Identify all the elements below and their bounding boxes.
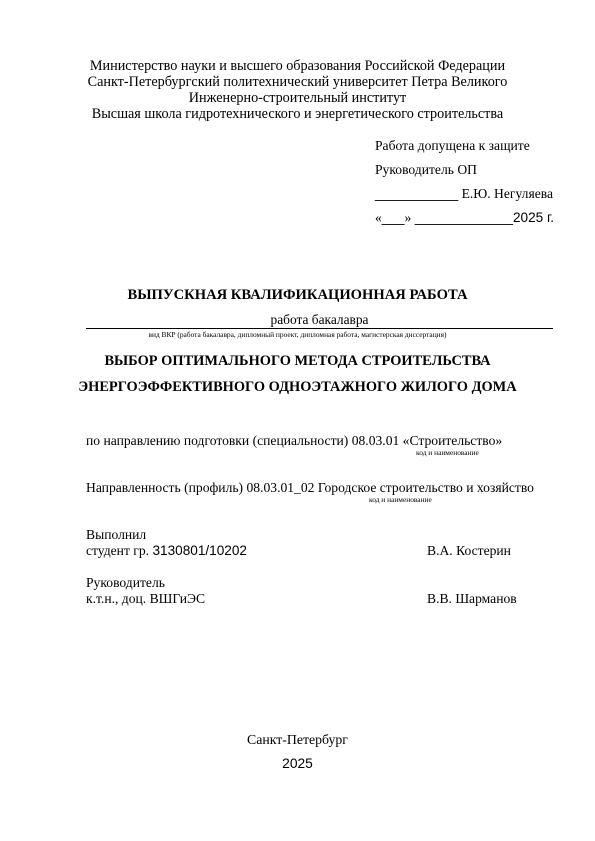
direction-hint: код и наименование — [416, 448, 479, 457]
work-type-value: работа бакалавра — [270, 312, 369, 327]
day-blank: ___ — [381, 210, 405, 225]
supervisor-label: Руководитель — [86, 575, 165, 590]
profile-text: Направленность (профиль) 08.03.01_02 Городское строительство и хозяйство — [86, 480, 534, 495]
school-line: Высшая школа гидротехнического и энергетического строительства — [91, 106, 504, 122]
author-label: Выполнил — [86, 527, 147, 542]
university-line: Санкт-Петербургский политехнический университет Петра Великого — [87, 74, 508, 90]
direction-text: по направлению подготовки (специальности) 08.03.01 «Строительство» — [86, 433, 503, 448]
approval-year: 2025 г. — [512, 210, 555, 225]
year: 2025 — [282, 756, 313, 771]
month-blank: _____________ — [414, 210, 513, 225]
theme-line-2: ЭНЕРГОЭФФЕКТИВНОГО ОДНОЭТАЖНОГО ЖИЛОГО ДОМА — [78, 379, 517, 395]
work-type-field — [86, 312, 553, 329]
group-number: 3130801/10202 — [152, 543, 247, 558]
group-prefix: студент гр. — [86, 543, 153, 558]
approval-signature-row — [375, 186, 553, 202]
author-name: В.А. Костерин — [427, 543, 511, 558]
author-group — [86, 543, 247, 559]
institute-line: Инженерно-строительный институт — [188, 90, 407, 106]
ministry-line: Министерство науки и высшего образования Российской Федерации — [89, 58, 506, 74]
work-title: ВЫПУСКНАЯ КВАЛИФИКАЦИОННАЯ РАБОТА — [127, 287, 468, 303]
date-close-quote: » — [404, 210, 412, 225]
signature-blank: ___________ — [375, 186, 459, 201]
profile-hint: код и наименование — [369, 495, 432, 504]
approval-date-row — [375, 210, 554, 226]
approval-signer: Е.Ю. Негуляева — [461, 186, 554, 201]
supervisor-name: В.В. Шарманов — [427, 591, 517, 606]
city: Санкт-Петербург — [247, 732, 348, 747]
approval-role: Руководитель ОП — [375, 162, 477, 177]
supervisor-title: к.т.н., доц. ВШГиЭС — [86, 591, 206, 606]
theme-line-1: ВЫБОР ОПТИМАЛЬНОГО МЕТОДА СТРОИТЕЛЬСТВА — [104, 353, 491, 369]
admitted-to-defense: Работа допущена к защите — [375, 138, 530, 153]
date-open-quote: « — [375, 210, 382, 225]
work-type-hint: вид ВКР (работа бакалавра, дипломный проект, дипломная работа, магистерская диссертация) — [148, 330, 447, 339]
